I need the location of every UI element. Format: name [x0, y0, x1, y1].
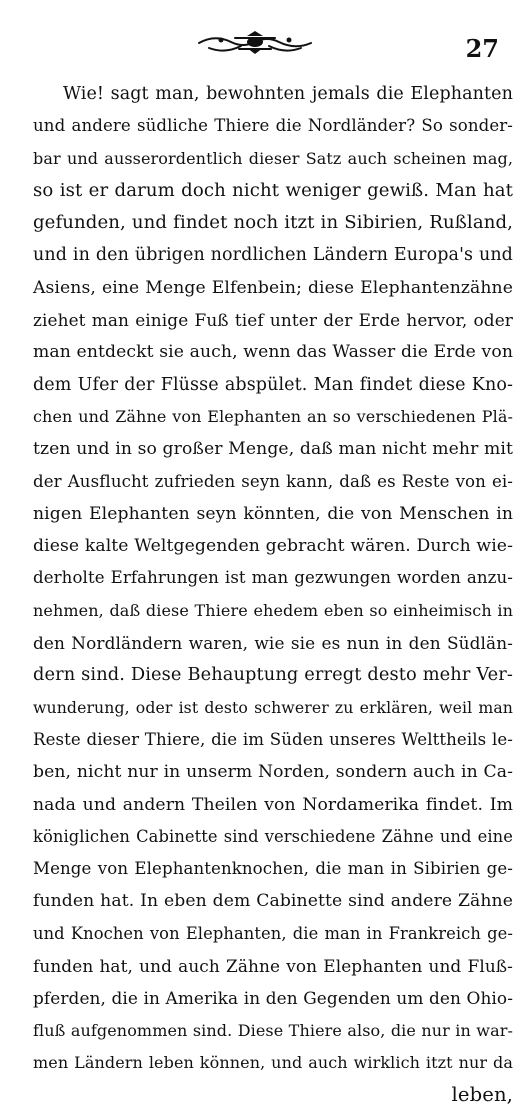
text-line: chen und Zähne von Elephanten an so verschiedenen Plä-: [33, 406, 513, 426]
text-line: Wie! sagt man, bewohnten jemals die Elephanten: [63, 84, 513, 104]
text-line: den Nordländern waren, wie sie es nun in den Südlän-: [33, 633, 513, 654]
text-line: pferden, die in Amerika in den Gegenden um den Ohio-: [33, 988, 513, 1009]
text-line: wunderung, oder ist desto schwerer zu erklären, weil man: [33, 697, 513, 717]
text-line: königlichen Cabinette sind verschiedene Zähne und eine: [33, 826, 513, 846]
text-line: gefunden, und findet noch itzt in Sibirien, Rußland,: [33, 212, 513, 234]
text-line: und in den übrigen nordlichen Ländern Europa's und: [33, 245, 513, 266]
text-line: men Ländern leben können, und auch wirklich itzt nur da: [33, 1052, 513, 1072]
text-line: nehmen, daß diese Thiere ehedem eben so einheimisch in: [33, 600, 513, 620]
decorative-ornament-icon: [195, 30, 315, 56]
text-line: dem Ufer der Flüsse abspület. Man findet diese Kno-: [33, 374, 513, 395]
page-header: [0, 20, 525, 70]
text-line: nigen Elephanten seyn könnten, die von Menschen in: [33, 503, 513, 524]
text-line: funden hat. In eben dem Cabinette sind andere Zähne: [33, 891, 513, 912]
catchword: leben,: [451, 1083, 513, 1107]
body-text: [33, 78, 513, 1112]
text-line: tzen und in so großer Menge, daß man nicht mehr mit: [33, 439, 513, 460]
text-line: ben, nicht nur in unserm Norden, sondern auch in Ca-: [33, 762, 513, 783]
text-line: der Ausflucht zufrieden seyn kann, daß es Reste von ei-: [33, 471, 513, 491]
text-line: funden hat, und auch Zähne von Elephanten und Fluß-: [33, 956, 513, 977]
text-line: Menge von Elephantenknochen, die man in Sibirien ge-: [33, 859, 513, 879]
text-line: bar und ausserordentlich dieser Satz auch scheinen mag,: [33, 148, 513, 168]
text-line: fluß aufgenommen sind. Diese Thiere also, die nur in war-: [33, 1020, 513, 1040]
text-line: dern sind. Diese Behauptung erregt desto mehr Ver-: [33, 664, 513, 686]
text-line: Asiens, eine Menge Elfenbein; diese Elephantenzähne: [33, 277, 513, 298]
page-number: 27: [465, 34, 499, 63]
text-line: ziehet man einige Fuß tief unter der Erde hervor, oder: [33, 310, 513, 331]
text-line: und andere südliche Thiere die Nordländer? So sonder-: [33, 116, 513, 136]
text-line: derholte Erfahrungen ist man gezwungen worden anzu-: [33, 568, 513, 588]
text-line: man entdeckt sie auch, wenn das Wasser die Erde von: [33, 342, 513, 363]
text-line: so ist er darum doch nicht weniger gewiß. Man hat: [33, 179, 513, 201]
text-line: Reste dieser Thiere, die im Süden unseres Welttheils le-: [33, 729, 513, 749]
text-line: und Knochen von Elephanten, die man in Frankreich ge-: [33, 923, 513, 943]
text-line: nada und andern Theilen von Nordamerika findet. Im: [33, 794, 513, 815]
text-line: diese kalte Weltgegenden gebracht wären. Durch wie-: [33, 536, 513, 557]
